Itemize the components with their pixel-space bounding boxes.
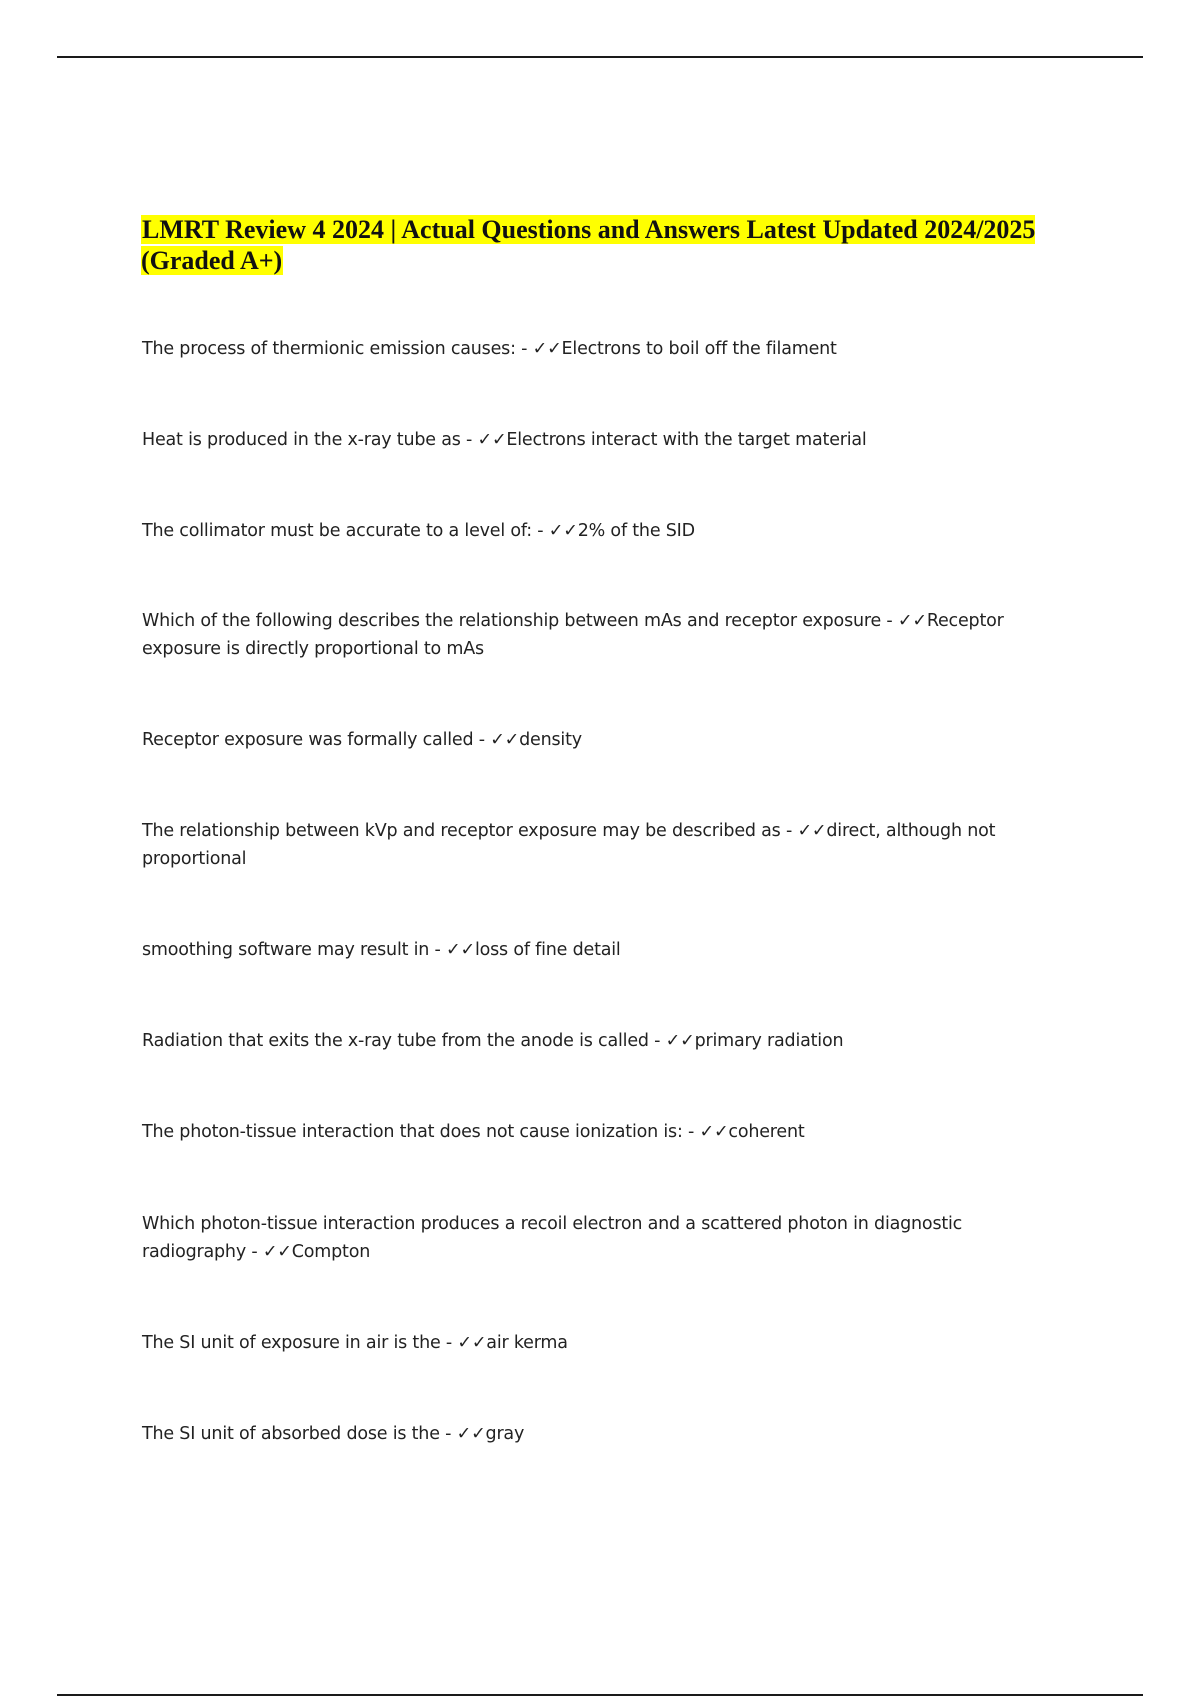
document-title xyxy=(141,214,1041,276)
qa-entry: Receptor exposure was formally called - ✓✓density xyxy=(142,730,582,750)
qa-entry: The relationship between kVp and receptor exposure may be described as - ✓✓direct, although not proportional xyxy=(142,821,996,869)
qa-entry: smoothing software may result in - ✓✓loss of fine detail xyxy=(142,940,621,960)
top-rule xyxy=(57,56,1143,58)
qa-entry: The SI unit of exposure in air is the - ✓✓air kerma xyxy=(142,1333,568,1353)
qa-entry: The collimator must be accurate to a level of: - ✓✓2% of the SID xyxy=(142,521,695,541)
qa-entry: Radiation that exits the x-ray tube from the anode is called - ✓✓primary radiation xyxy=(142,1031,844,1051)
qa-entry: The process of thermionic emission causes: - ✓✓Electrons to boil off the filament xyxy=(142,339,837,359)
bottom-rule xyxy=(57,1694,1143,1696)
qa-entry: The SI unit of absorbed dose is the - ✓✓gray xyxy=(142,1424,525,1444)
qa-entry: Heat is produced in the x-ray tube as - ✓✓Electrons interact with the target material xyxy=(142,430,867,450)
title-highlight: LMRT Review 4 2024 | Actual Questions and Answers Latest Updated 2024/2025 (Graded A+) xyxy=(141,215,1036,275)
qa-entry: Which of the following describes the relationship between mAs and receptor exposure - ✓✓Receptor exposure is directly proportional to mAs xyxy=(142,611,1004,659)
qa-entry: The photon-tissue interaction that does not cause ionization is: - ✓✓coherent xyxy=(142,1122,805,1142)
qa-entry: Which photon-tissue interaction produces a recoil electron and a scattered photon in diagnostic radiography - ✓✓Compton xyxy=(142,1214,963,1262)
